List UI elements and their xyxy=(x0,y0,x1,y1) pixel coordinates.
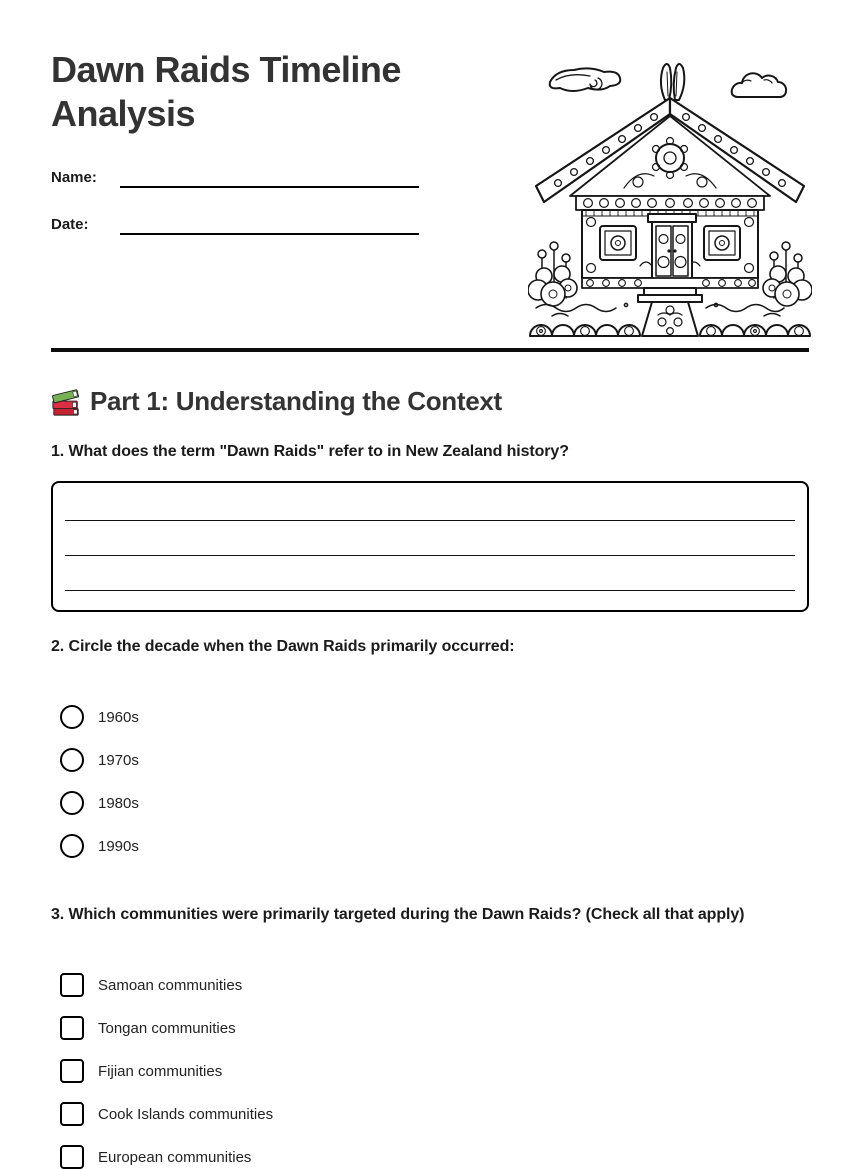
checkbox-square[interactable] xyxy=(60,973,84,997)
radio-label: 1960s xyxy=(98,708,139,726)
radio-label: 1970s xyxy=(98,751,139,769)
cloud-swirl-left xyxy=(550,68,621,91)
date-input-line[interactable] xyxy=(120,213,419,235)
apex-feathers xyxy=(661,64,684,100)
radio-option-1980s[interactable] xyxy=(60,791,139,815)
answer-line xyxy=(65,520,795,521)
checkbox-square[interactable] xyxy=(60,1059,84,1083)
checkbox-label: Cook Islands communities xyxy=(98,1105,274,1123)
cloud-right xyxy=(732,73,786,97)
radio-option-1990s[interactable] xyxy=(60,834,139,858)
upper-band xyxy=(576,196,764,210)
radio-circle[interactable] xyxy=(60,705,84,729)
answer-line xyxy=(65,555,795,556)
radio-option-1960s[interactable] xyxy=(60,705,139,729)
date-label: Date: xyxy=(51,216,89,233)
checkbox-label: European communities xyxy=(98,1148,252,1166)
checkbox-option-european[interactable] xyxy=(60,1145,251,1169)
checkbox-label: Tongan communities xyxy=(98,1019,236,1037)
checkbox-label: Fijian communities xyxy=(98,1062,223,1080)
name-label: Name: xyxy=(51,169,97,186)
question-2-label: 2. Circle the decade when the Dawn Raids primarily occurred: xyxy=(51,638,515,655)
section-divider xyxy=(51,348,809,352)
part1-heading-text: Part 1: Understanding the Context xyxy=(90,386,502,416)
date-field-row xyxy=(51,213,419,235)
left-window xyxy=(600,226,636,260)
base-and-steps xyxy=(582,278,758,302)
checkbox-option-cook-islands[interactable] xyxy=(60,1102,273,1126)
checkbox-option-samoan[interactable] xyxy=(60,973,242,997)
checkbox-square[interactable] xyxy=(60,1145,84,1169)
bushes-right xyxy=(763,242,812,306)
page-title: Dawn Raids Timeline Analysis xyxy=(51,49,401,134)
radio-label: 1990s xyxy=(98,837,139,855)
question-1-answer-box[interactable] xyxy=(51,481,809,612)
books-icon xyxy=(50,387,82,417)
radio-option-1970s[interactable] xyxy=(60,748,139,772)
front-path xyxy=(642,302,698,336)
answer-line xyxy=(65,590,795,591)
radio-circle[interactable] xyxy=(60,834,84,858)
bushes-left xyxy=(528,242,577,306)
wharenui-illustration xyxy=(528,56,812,338)
right-window xyxy=(704,226,740,260)
checkbox-option-tongan[interactable] xyxy=(60,1016,236,1040)
checkbox-square[interactable] xyxy=(60,1016,84,1040)
part1-heading xyxy=(50,386,502,417)
front-door xyxy=(648,214,696,280)
radio-circle[interactable] xyxy=(60,748,84,772)
question-3-label: 3. Which communities were primarily targeted during the Dawn Raids? (Check all that apply) xyxy=(51,906,745,923)
name-field-row xyxy=(51,166,419,188)
checkbox-square[interactable] xyxy=(60,1102,84,1126)
question-1-label: 1. What does the term "Dawn Raids" refer to in New Zealand history? xyxy=(51,443,569,460)
checkbox-label: Samoan communities xyxy=(98,976,243,994)
checkbox-option-fijian[interactable] xyxy=(60,1059,222,1083)
radio-label: 1980s xyxy=(98,794,139,812)
radio-circle[interactable] xyxy=(60,791,84,815)
name-input-line[interactable] xyxy=(120,166,419,188)
